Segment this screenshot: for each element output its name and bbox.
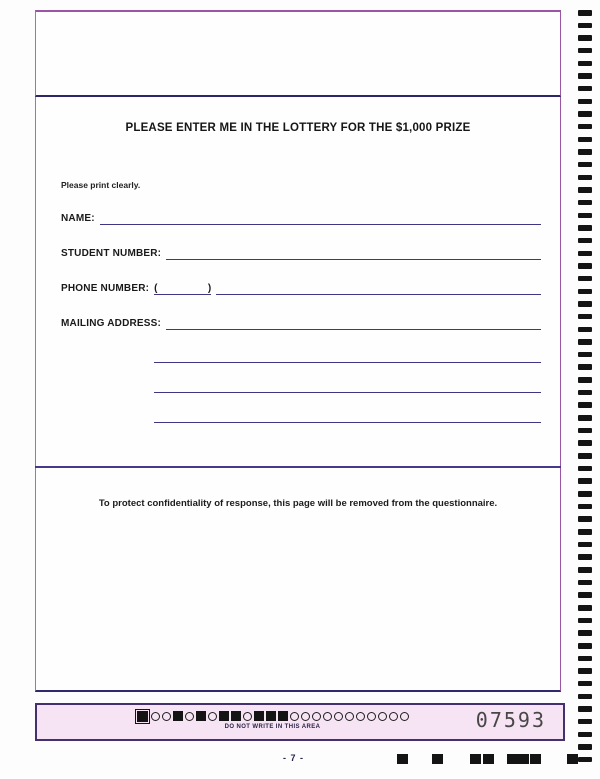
- open-paren: (: [154, 283, 158, 294]
- student-number-write-line: [166, 247, 541, 260]
- omr-mark-empty-circle: [290, 712, 299, 721]
- omr-mark-empty-circle: [208, 712, 217, 721]
- timing-mark: [578, 175, 592, 181]
- timing-mark: [578, 289, 592, 295]
- omr-footer-square: [397, 754, 408, 764]
- timing-mark: [578, 415, 592, 421]
- timing-mark: [578, 744, 592, 750]
- timing-mark: [578, 314, 592, 320]
- timing-mark: [578, 542, 592, 548]
- timing-mark: [578, 668, 592, 674]
- section-divider: [35, 466, 561, 468]
- timing-mark: [578, 86, 592, 92]
- serial-number: 07593: [475, 708, 546, 732]
- name-write-line: [100, 212, 541, 225]
- timing-mark: [578, 706, 592, 712]
- timing-mark: [578, 124, 592, 130]
- confidentiality-note: To protect confidentiality of response, this page will be removed from the questionnaire.: [98, 498, 498, 509]
- mailing-address-extra-lines: [154, 362, 541, 454]
- timing-mark: [578, 301, 592, 307]
- timing-mark: [578, 466, 592, 472]
- phone-number-write-line: [216, 282, 541, 295]
- timing-mark: [578, 757, 592, 763]
- timing-mark: [578, 238, 592, 244]
- omr-mark-empty-circle: [334, 712, 343, 721]
- omr-mark-empty-circle: [345, 712, 354, 721]
- timing-mark: [578, 732, 592, 738]
- timing-mark: [578, 364, 592, 370]
- mailing-address-write-line: [166, 317, 541, 330]
- phone-number-field-row: [61, 281, 541, 295]
- timing-mark: [578, 200, 592, 206]
- timing-mark: [578, 491, 592, 497]
- omr-mark-filled-square: [196, 711, 206, 721]
- timing-mark: [578, 162, 592, 168]
- omr-marks-row: [136, 710, 409, 722]
- omr-mark-empty-circle: [389, 712, 398, 721]
- omr-mark-empty-circle: [378, 712, 387, 721]
- omr-mark-empty-circle: [356, 712, 365, 721]
- omr-footer-square: [567, 754, 578, 764]
- do-not-write-label: DO NOT WRITE IN THIS AREA: [224, 724, 321, 730]
- timing-mark: [578, 225, 592, 231]
- timing-mark: [578, 516, 592, 522]
- close-paren: ): [207, 283, 212, 294]
- timing-mark: [578, 592, 592, 598]
- omr-mark-empty-circle: [367, 712, 376, 721]
- student-number-label: STUDENT NUMBER:: [61, 248, 162, 259]
- timing-mark: [578, 251, 592, 257]
- mailing-address-extra-line: [154, 392, 541, 393]
- timing-mark: [578, 263, 592, 269]
- omr-mark-filled-square: [278, 711, 288, 721]
- form-title: PLEASE ENTER ME IN THE LOTTERY FOR THE $1,000 PRIZE: [125, 122, 471, 134]
- omr-mark-empty-circle: [301, 712, 310, 721]
- timing-mark: [578, 352, 592, 358]
- mailing-address-extra-line: [154, 422, 541, 423]
- timing-mark: [578, 111, 592, 117]
- omr-marks-area: [136, 710, 409, 730]
- omr-mark-start-square: [137, 711, 148, 722]
- omr-mark-empty-circle: [400, 712, 409, 721]
- omr-mark-empty-circle: [312, 712, 321, 721]
- omr-mark-filled-square: [231, 711, 241, 721]
- omr-mark-filled-square: [254, 711, 264, 721]
- timing-mark: [578, 137, 592, 143]
- timing-mark: [578, 580, 592, 586]
- timing-mark: [578, 10, 592, 16]
- timing-mark: [578, 643, 592, 649]
- timing-mark: [578, 213, 592, 219]
- timing-mark: [578, 61, 592, 67]
- timing-mark: [578, 605, 592, 611]
- omr-footer-square: [470, 754, 481, 764]
- timing-mark: [578, 327, 592, 333]
- timing-mark: [578, 35, 592, 41]
- timing-mark: [578, 377, 592, 383]
- omr-mark-empty-circle: [185, 712, 194, 721]
- omr-mark-empty-circle: [323, 712, 332, 721]
- timing-mark: [578, 402, 592, 408]
- omr-mark-empty-circle: [162, 712, 171, 721]
- timing-mark: [578, 504, 592, 510]
- timing-mark: [578, 48, 592, 54]
- omr-mark-filled-square: [219, 711, 229, 721]
- omr-footer-square: [518, 754, 529, 764]
- timing-mark: [578, 567, 592, 573]
- timing-mark: [578, 73, 592, 79]
- mailing-address-label: MAILING ADDRESS:: [61, 318, 162, 329]
- omr-footer-square: [432, 754, 443, 764]
- omr-mark-filled-square: [266, 711, 276, 721]
- timing-mark: [578, 453, 592, 459]
- timing-mark: [578, 149, 592, 155]
- timing-mark: [578, 694, 592, 700]
- name-field-row: [61, 211, 541, 225]
- timing-mark: [578, 276, 592, 282]
- omr-footer-square: [530, 754, 541, 764]
- student-number-field-row: [61, 246, 541, 260]
- page-number: - 7 -: [283, 753, 305, 763]
- omr-bar: [35, 703, 565, 741]
- timing-mark: [578, 440, 592, 446]
- timing-mark: [578, 630, 592, 636]
- omr-footer-square: [507, 754, 518, 764]
- timing-mark: [578, 390, 592, 396]
- timing-mark: [578, 23, 592, 29]
- area-code-write-segment: [154, 282, 211, 295]
- timing-mark: [578, 618, 592, 624]
- name-label: NAME:: [61, 213, 95, 224]
- mailing-address-field-row: [61, 316, 541, 330]
- header-box: [35, 10, 561, 97]
- timing-mark: [578, 656, 592, 662]
- timing-mark: [578, 187, 592, 193]
- timing-mark: [578, 428, 592, 434]
- timing-mark: [578, 554, 592, 560]
- lottery-entry-box: [35, 97, 561, 692]
- timing-mark: [578, 99, 592, 105]
- timing-mark: [578, 719, 592, 725]
- omr-mark-empty-circle: [243, 712, 252, 721]
- timing-mark: [578, 681, 592, 687]
- mailing-address-extra-line: [154, 362, 541, 363]
- omr-mark-empty-circle: [151, 712, 160, 721]
- phone-number-label: PHONE NUMBER:: [61, 283, 150, 294]
- timing-mark: [578, 478, 592, 484]
- timing-mark: [578, 529, 592, 535]
- omr-footer-square: [483, 754, 494, 764]
- omr-mark-filled-square: [173, 711, 183, 721]
- timing-mark: [578, 339, 592, 345]
- print-clearly-note: Please print clearly.: [61, 180, 141, 190]
